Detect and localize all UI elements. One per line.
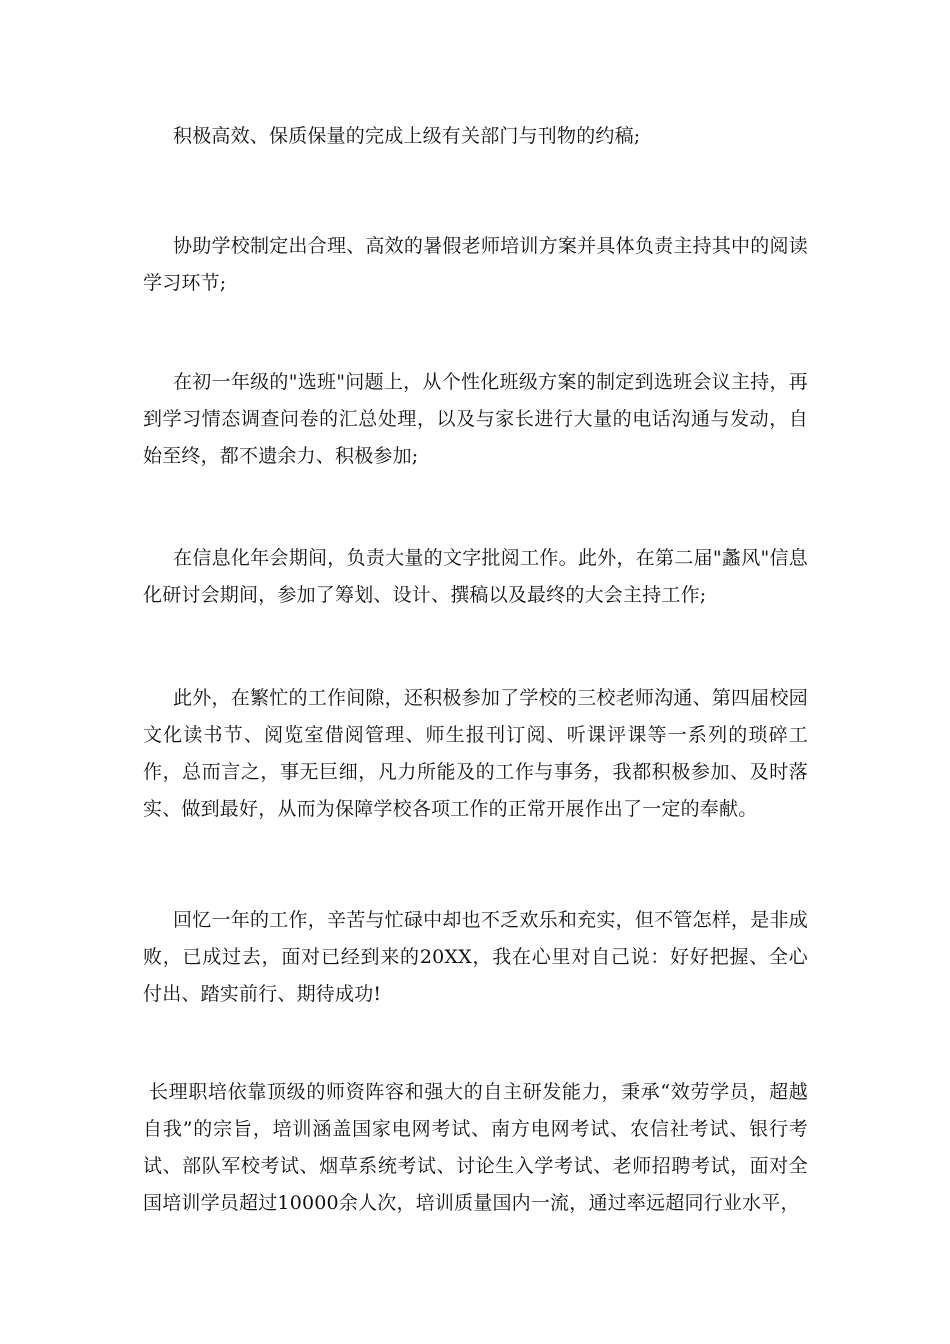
paragraph-6: 回忆一年的工作，辛苦与忙碌中却也不乏欢乐和充实，但不管怎样，是非成败，已成过去，面对已经到来的20XX，我在心里对自己说：好好把握、全心付出、踏实前行、期待成功! [143,909,808,1005]
paragraph-7: 长理职培依靠顶级的师资阵容和强大的自主研发能力，秉承“效劳学员，超越自我”的宗旨，培训涵盖国家电网考试、南方电网考试、农信社考试、银行考试、部队军校考试、烟草系统考试、讨论生入学考试、老师招聘考试，面对全国培训学员超过10000余人次，培训质量国内一流，通过率远超同行业水平， [143,1081,808,1214]
paragraph-2: 协助学校制定出合理、高效的暑假老师培训方案并具体负责主持其中的阅读学习环节; [143,235,808,294]
paragraph-3: 在初一年级的"选班"问题上，从个性化班级方案的制定到选班会议主持，再到学习情态调查问卷的汇总处理，以及与家长进行大量的电话沟通与发动，自始至终，都不遗余力、积极参加; [143,371,808,467]
paragraph-1: 积极高效、保质保量的完成上级有关部门与刊物的约稿; [173,125,641,147]
paragraph-5: 此外，在繁忙的工作间隙，还积极参加了学校的三校老师沟通、第四届校园文化读书节、阅览室借阅管理、师生报刊订阅、听课评课等一系列的琐碎工作，总而言之，事无巨细，凡力所能及的工作与事务，我都积极参加、及时落实、做到最好，从而为保障学校各项工作的正常开展作出了一定的奉献。 [143,687,808,820]
paragraph-4: 在信息化年会期间，负责大量的文字批阅工作。此外，在第二届"蠡风"信息化研讨会期间，参加了筹划、设计、撰稿以及最终的大会主持工作; [143,547,808,606]
